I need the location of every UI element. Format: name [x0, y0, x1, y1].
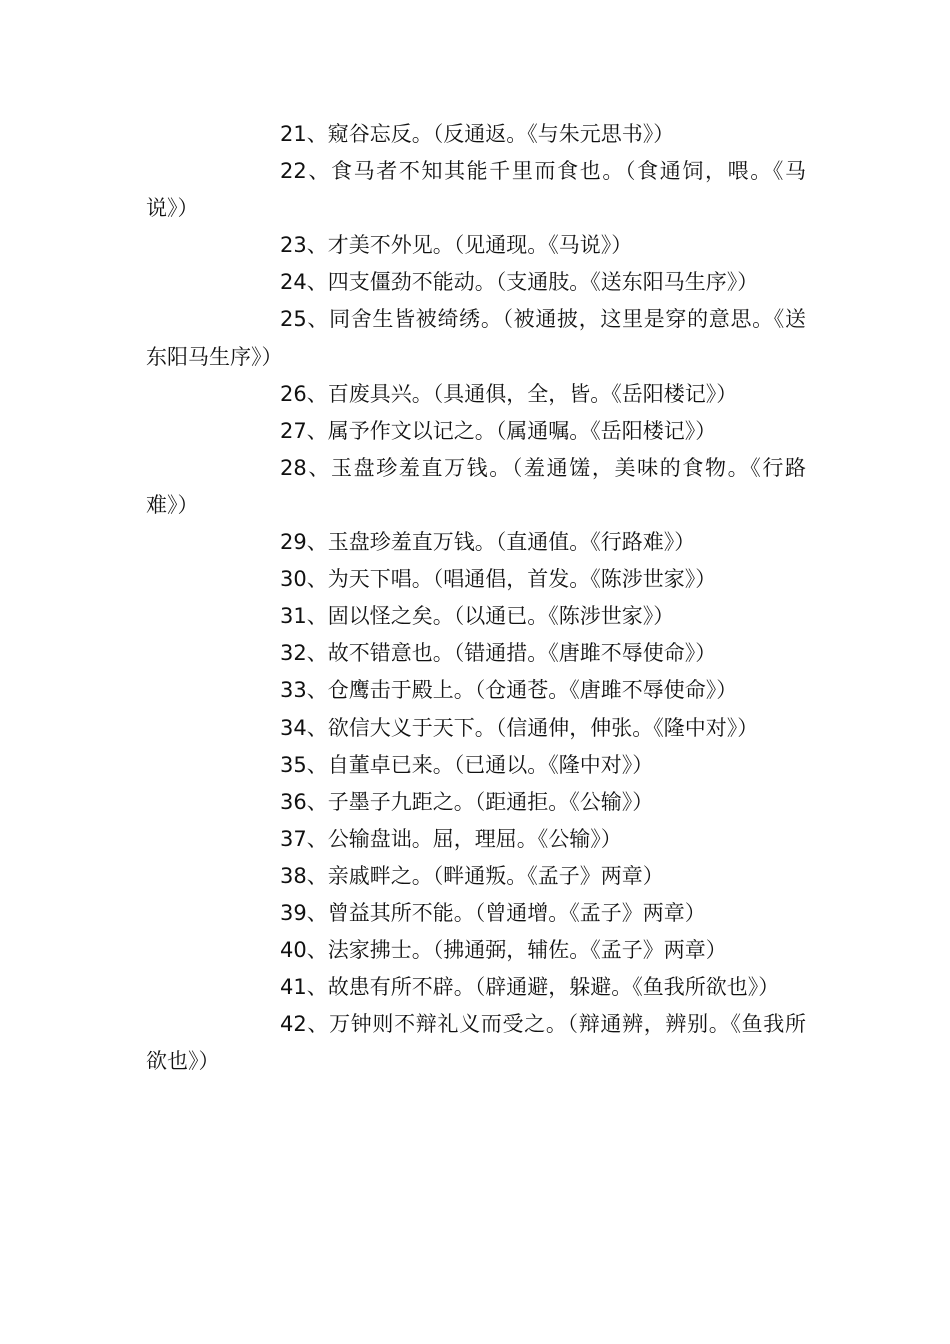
- entry-26: 26、百废具兴。（具通俱，全，皆。《岳阳楼记》）: [280, 381, 738, 406]
- entry-27: 27、属予作文以记之。（属通嘱。《岳阳楼记》）: [280, 418, 717, 443]
- entry-41: 41、故患有所不辟。（辟通避，躲避。《鱼我所欲也》）: [280, 975, 780, 1000]
- entry-37: 37、公输盘诎。屈，理屈。《公输》）: [280, 826, 622, 851]
- entry-25: 25、同舍生皆被绮绣。（被通披，这里是穿的意思。《送东阳马生序》）: [146, 307, 806, 369]
- entry-31: 31、固以怪之矣。（以通已。《陈涉世家》）: [280, 604, 675, 629]
- entry-24: 24、四支僵劲不能动。（支通肢。《送东阳马生序》）: [280, 270, 759, 295]
- entry-34: 34、欲信大义于天下。（信通伸，伸张。《隆中对》）: [280, 715, 759, 740]
- entry-29: 29、玉盘珍羞直万钱。（直通值。《行路难》）: [280, 530, 696, 555]
- entry-35: 35、自董卓已来。（已通以。《隆中对》）: [280, 752, 654, 777]
- entry-22: 22、食马者不知其能千里而食也。（食通饲，喂。《马说》）: [146, 159, 806, 221]
- entry-28: 28、玉盘珍羞直万钱。（羞通馐，美味的食物。《行路难》）: [146, 455, 806, 517]
- entry-42: 42、万钟则不辩礼义而受之。（辩通辨，辨别。《鱼我所欲也》）: [146, 1012, 806, 1074]
- entry-39: 39、曾益其所不能。（曾通增。《孟子》两章）: [280, 900, 706, 925]
- document-body: [146, 116, 806, 1080]
- entry-33: 33、仓鹰击于殿上。（仓通苍。《唐雎不辱使命》）: [280, 678, 738, 703]
- entry-30: 30、为天下唱。（唱通倡，首发。《陈涉世家》）: [280, 567, 717, 592]
- entry-38: 38、亲戚畔之。（畔通叛。《孟子》两章）: [280, 863, 664, 888]
- entry-21: 21、窥谷忘反。（反通返。《与朱元思书》）: [280, 122, 675, 146]
- entry-32: 32、故不错意也。（错通措。《唐雎不辱使命》）: [280, 641, 717, 666]
- entry-36: 36、子墨子九距之。（距通拒。《公输》）: [280, 789, 654, 814]
- entry-23: 23、才美不外见。（见通现。《马说》）: [280, 233, 633, 258]
- entry-40: 40、法家拂士。（拂通弼，辅佐。《孟子》两章）: [280, 938, 727, 963]
